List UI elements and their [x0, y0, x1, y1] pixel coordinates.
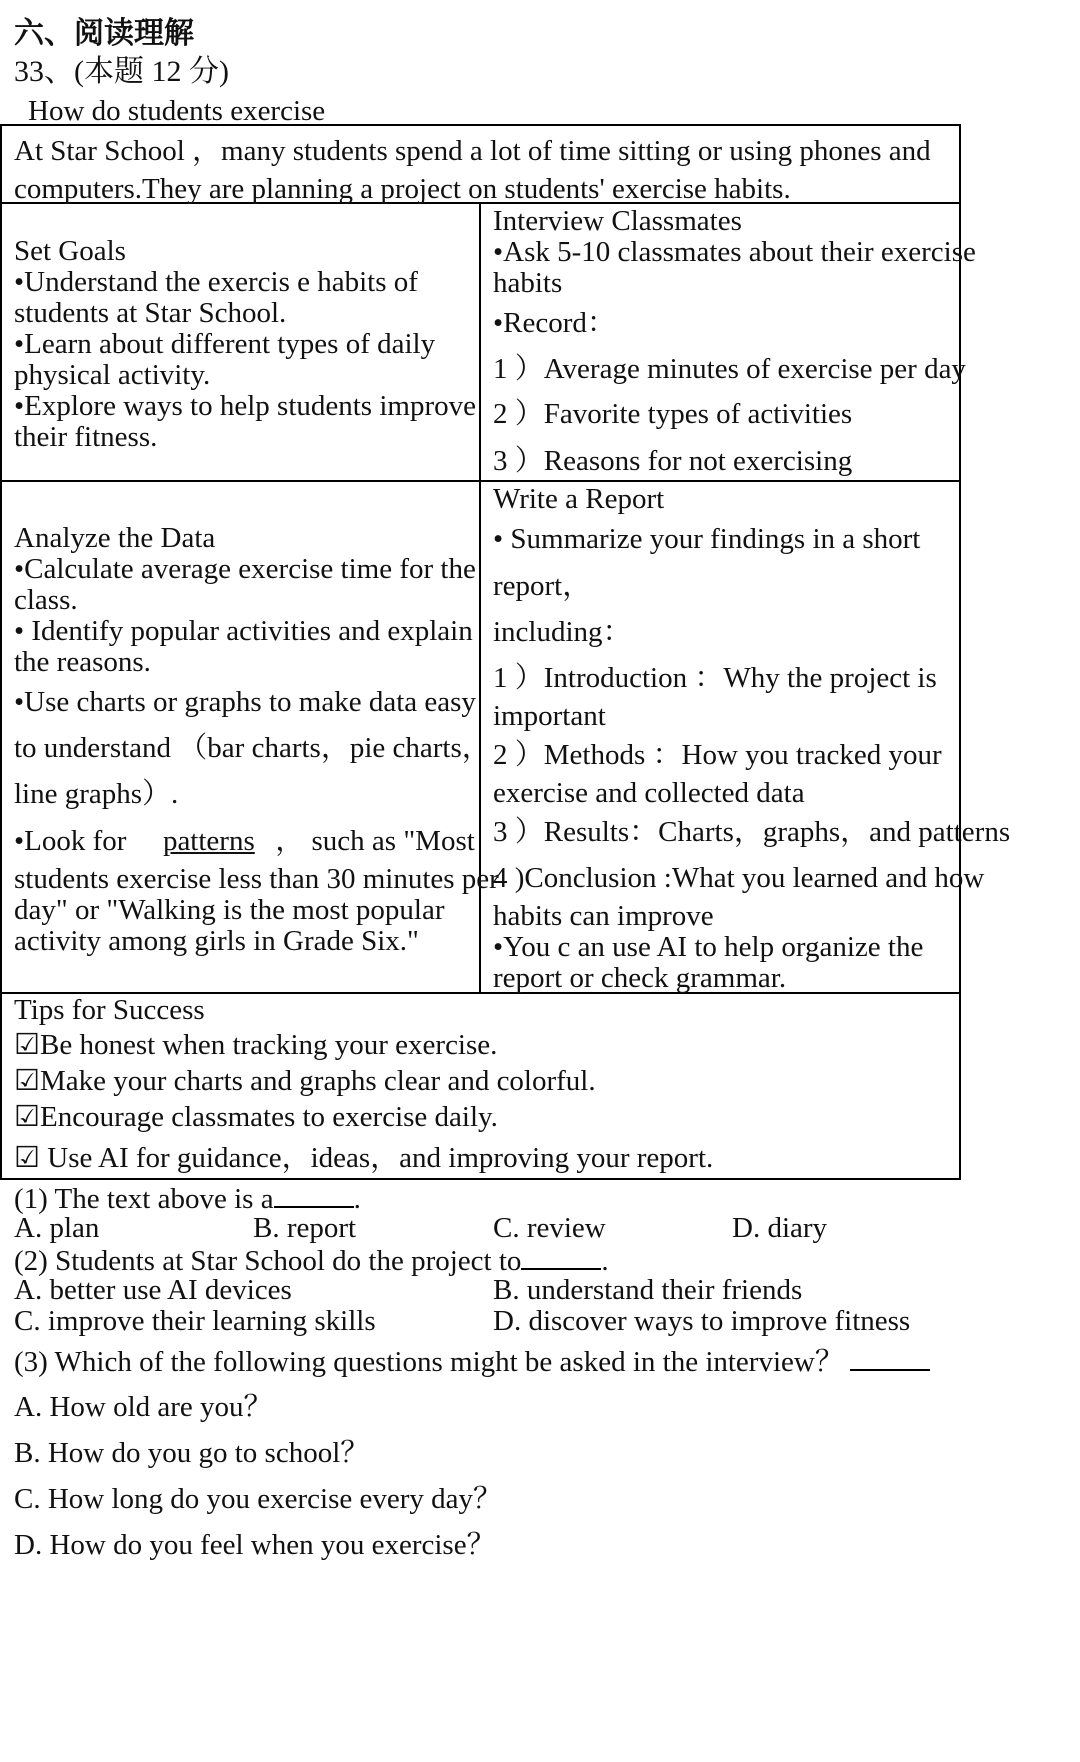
analyze-line: • Identify popular activities and explain — [14, 615, 473, 647]
set-goals-title: Set Goals — [14, 235, 126, 267]
analyze-line: •Calculate average exercise time for the — [14, 553, 476, 585]
tips-item: ☑Be honest when tracking your exercise. — [14, 1029, 498, 1061]
intro-line-1: At Star School ，many students spend a lot of time sitting or using phones and — [14, 135, 931, 167]
q2-option-b[interactable]: B. understand their friends — [493, 1274, 803, 1306]
q1-option-d[interactable]: D. diary — [732, 1212, 828, 1244]
q3-stem — [14, 1343, 930, 1379]
report-line: including： — [493, 616, 632, 648]
analyze-title: Analyze the Data — [14, 522, 216, 554]
interview-line: habits — [493, 267, 563, 299]
tips-item: ☑ Use AI for guidance，ideas，and improving your report. — [14, 1142, 714, 1174]
report-line: report， — [493, 570, 592, 602]
section-heading: 六、阅读理解 — [14, 16, 194, 51]
q2-stem-text: (2) Students at Star School do the project to — [14, 1245, 522, 1277]
report-line: • Summarize your findings in a short — [493, 523, 921, 555]
analyze-patterns-word: patterns — [162, 825, 255, 857]
report-line: habits can improve — [493, 900, 714, 932]
tips-item: ☑Encourage classmates to exercise daily. — [14, 1101, 498, 1133]
interview-title: Interview Classmates — [493, 205, 742, 237]
passage-title: How do students exercise — [28, 95, 326, 127]
q3-option-c[interactable]: C. How long do you exercise every day？ — [14, 1483, 503, 1515]
q2-option-a[interactable]: A. better use AI devices — [14, 1274, 292, 1306]
report-line: •You c an use AI to help organize the — [493, 931, 924, 963]
report-line: 2 ）Methods ：How you tracked your — [493, 739, 942, 771]
q1-option-c[interactable]: C. review — [493, 1212, 606, 1244]
set-goals-line: their fitness. — [14, 421, 158, 453]
report-title: Write a Report — [493, 483, 665, 515]
report-line: 1 ）Introduction ：Why the project is — [493, 662, 937, 694]
q2-option-d[interactable]: D. discover ways to improve fitness — [493, 1305, 911, 1337]
analyze-line: line graphs）. — [14, 778, 179, 810]
q1-stem-text: (1) The text above is a — [14, 1183, 274, 1215]
question-header: 33、(本题 12 分) — [14, 55, 229, 88]
report-line: 3 ）Results：Charts，graphs，and patterns — [493, 816, 1011, 848]
answer-blank[interactable] — [274, 1180, 354, 1208]
set-goals-line: •Explore ways to help students improve — [14, 390, 476, 422]
q1-option-a[interactable]: A. plan — [14, 1212, 100, 1244]
q2-stem-end: . — [601, 1245, 609, 1277]
analyze-line: the reasons. — [14, 646, 151, 678]
analyze-line: class. — [14, 584, 78, 616]
report-line: report or check grammar. — [493, 962, 787, 994]
set-goals-line: students at Star School. — [14, 297, 287, 329]
interview-line: •Record： — [493, 307, 616, 339]
q3-option-b[interactable]: B. How do you go to school？ — [14, 1437, 370, 1469]
set-goals-line: •Learn about different types of daily — [14, 328, 436, 360]
set-goals-line: •Understand the exercis e habits of — [14, 266, 418, 298]
analyze-patterns-prefix: •Look for — [14, 825, 127, 857]
interview-line: •Ask 5-10 classmates about their exercise — [493, 236, 976, 268]
interview-line: 1 ）Average minutes of exercise per day — [493, 353, 966, 385]
analyze-line: to understand （bar charts，pie charts， — [14, 732, 491, 764]
q1-stem-end: . — [353, 1183, 361, 1215]
analyze-line: •Use charts or graphs to make data easy — [14, 686, 476, 718]
q3-option-d[interactable]: D. How do you feel when you exercise？ — [14, 1529, 496, 1561]
report-line: exercise and collected data — [493, 777, 805, 809]
answer-blank[interactable] — [521, 1242, 601, 1270]
q3-stem-text: (3) Which of the following questions might be asked in the interview？ — [14, 1346, 844, 1378]
analyze-patterns-suffix: ， such as "Most — [275, 825, 475, 857]
intro-line-2: computers.They are planning a project on students' exercise habits. — [14, 173, 791, 205]
report-line: 4 )Conclusion :What you learned and how — [493, 862, 985, 894]
analyze-patterns-line — [14, 824, 475, 858]
interview-line: 3 ）Reasons for not exercising — [493, 445, 853, 477]
analyze-line: day" or "Walking is the most popular — [14, 894, 445, 926]
tips-item: ☑Make your charts and graphs clear and colorful. — [14, 1065, 596, 1097]
q3-option-a[interactable]: A. How old are you？ — [14, 1391, 273, 1423]
set-goals-line: physical activity. — [14, 359, 211, 391]
q1-option-b[interactable]: B. report — [253, 1212, 357, 1244]
q2-option-c[interactable]: C. improve their learning skills — [14, 1305, 376, 1337]
report-line: important — [493, 700, 606, 732]
analyze-line: activity among girls in Grade Six." — [14, 925, 419, 957]
interview-line: 2 ）Favorite types of activities — [493, 398, 853, 430]
tips-title: Tips for Success — [14, 994, 205, 1026]
analyze-line: students exercise less than 30 minutes per — [14, 863, 499, 895]
answer-blank[interactable] — [850, 1343, 930, 1371]
